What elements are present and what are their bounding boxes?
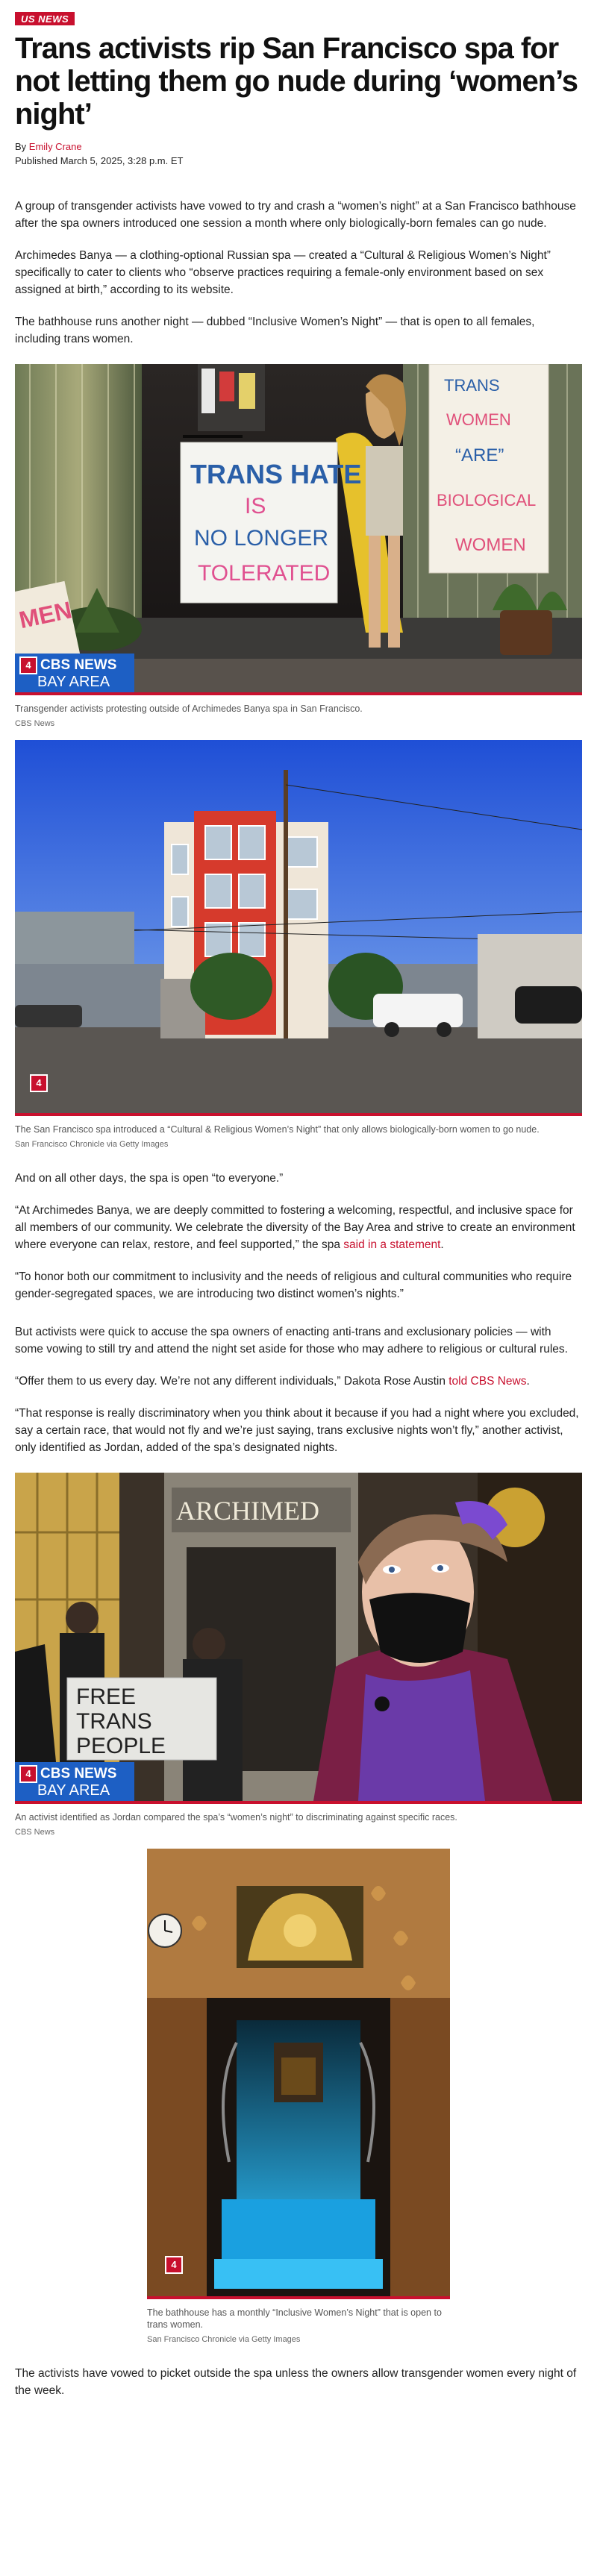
paragraph: And on all other days, the spa is open “to everyone.” [15, 1172, 284, 1185]
image-divider [15, 1113, 582, 1116]
headline: Trans activists rip San Francisco spa for not letting them go nude during ‘women’s night’ [15, 32, 578, 131]
figure-jordan [15, 1473, 582, 1837]
jordan-illustration [15, 1473, 582, 1801]
paragraph: The activists have vowed to picket outside the spa unless the owners allow transgender women every night of the week. [15, 2367, 577, 2397]
bathhouse-pool-photo[interactable] [147, 1849, 450, 2296]
sign-right-line-3: “ARE” [455, 445, 504, 466]
image-caption: The San Francisco spa introduced a “Cultural & Religious Women’s Night” that only allows biologically-born women to go nude. [15, 1124, 540, 1135]
building-sign-text: ARCHIMED [176, 1496, 320, 1526]
sign-center-line-2: IS [245, 494, 266, 518]
spa-exterior-photo[interactable] [15, 740, 582, 1113]
badge-line-2: BAY AREA [37, 674, 110, 690]
figure-bathhouse-pool [147, 1849, 450, 2344]
image-caption: Transgender activists protesting outside of Archimedes Banya spa in San Francisco. [15, 703, 363, 714]
image-divider [15, 692, 582, 695]
sign-right-line-1: TRANS [444, 376, 500, 395]
badge-line-2: BAY AREA [37, 1782, 110, 1799]
paragraph [15, 1202, 582, 1253]
image-caption: An activist identified as Jordan compared the spa’s “women’s night” to discriminating against specific races. [15, 1812, 457, 1823]
sign-right-line-2: WOMEN [446, 410, 511, 429]
paragraph: A group of transgender activists have vowed to try and crash a “women’s night” at a San Francisco bathhouse after the spa owners introduced one session a month where only biologically-born females can go nude. [15, 200, 576, 230]
statement-link[interactable]: said in a statement [343, 1238, 441, 1251]
figure-protest [15, 364, 582, 728]
sign-left-text: MEN [16, 596, 75, 634]
protest-photo[interactable] [15, 364, 582, 692]
sign-center-line-1: TRANS HATE [190, 459, 362, 489]
sign-right-line-4: BIOLOGICAL [437, 491, 537, 510]
cbs-news-bay-area-badge [15, 1762, 134, 1801]
image-divider [15, 1801, 582, 1804]
image-credit: CBS News [15, 1828, 55, 1837]
bathhouse-pool-illustration [147, 1849, 450, 2296]
image-divider [147, 2296, 450, 2299]
image-credit: CBS News [15, 719, 55, 728]
protest-sign-line-3: PEOPLE [76, 1734, 166, 1758]
author-link[interactable]: Emily Crane [28, 141, 82, 152]
paragraph: “To honor both our commitment to inclusivity and the needs of religious and cultural communities who require gender-segregated spaces, we are introducing two distinct women’s nights.” [15, 1270, 572, 1300]
paragraph-text: . [440, 1238, 444, 1251]
cbs-news-link[interactable]: told CBS News [448, 1375, 527, 1388]
paragraph-text: . [526, 1375, 530, 1388]
sign-right-line-5: WOMEN [455, 535, 526, 555]
cbs-news-bay-area-badge [15, 654, 134, 692]
published-date: Published March 5, 2025, 3:28 p.m. ET [15, 155, 184, 166]
paragraph-text: “At Archimedes Banya, we are deeply committed to fostering a welcoming, respectful, and inclusive space for all members of our community. We celebrate the diversity of the Bay Area and strive to create an environment where everyone can relax, restore, and feel supported,” the spa [15, 1204, 575, 1251]
image-caption: The bathhouse has a monthly “Inclusive Women’s Night” that is open to trans women. [147, 2307, 442, 2330]
sign-center-line-3: NO LONGER [194, 526, 329, 551]
figure-spa-exterior [15, 740, 582, 1149]
section-tag[interactable]: US NEWS [15, 12, 75, 25]
cbs-eye-logo: 4 [165, 2256, 183, 2274]
spa-exterior-illustration [15, 740, 582, 1113]
badge-line-1: CBS NEWS [40, 1766, 117, 1781]
protest-sign-line-1: FREE [76, 1685, 137, 1709]
image-credit: San Francisco Chronicle via Getty Images [15, 1140, 169, 1149]
paragraph-text: “Offer them to us every day. We’re not any different individuals,” Dakota Rose Austin [15, 1375, 449, 1388]
cbs-eye-logo: 4 [19, 1765, 37, 1783]
byline [15, 141, 582, 152]
paragraph: But activists were quick to accuse the spa owners of enacting anti-trans and exclusionary policies — with some vowing to still try and attend the night set aside for those who may adhere to religious or cultural rules. [15, 1326, 568, 1356]
sign-center-line-4: TOLERATED [198, 561, 331, 586]
paragraph: “That response is really discriminatory when you think about it because if you had a night where you excluded, say a certain race, that would not fly and we’re just saying, trans exclusive nights won’t fly,” another activist, only identified as Jordan, added of the spa’s designated nights. [15, 1407, 579, 1454]
paragraph: Archimedes Banya — a clothing-optional Russian spa — created a “Cultural & Religious Women’s Night” specifically to cater to clients who “observe practices requiring a female-only environment based on sex assigned at birth,” according to its website. [15, 249, 551, 296]
jordan-photo[interactable] [15, 1473, 582, 1801]
paragraph: The bathhouse runs another night — dubbed “Inclusive Women’s Night” — that is open to all females, including trans women. [15, 316, 535, 345]
cbs-eye-logo: 4 [19, 656, 37, 674]
byline-prefix: By [15, 141, 27, 152]
badge-line-1: CBS NEWS [40, 657, 117, 673]
protest-illustration [15, 364, 582, 692]
protest-sign-line-2: TRANS [76, 1709, 152, 1734]
cbs-eye-logo: 4 [30, 1074, 48, 1092]
paragraph [15, 1373, 582, 1390]
image-credit: San Francisco Chronicle via Getty Images [147, 2335, 301, 2344]
